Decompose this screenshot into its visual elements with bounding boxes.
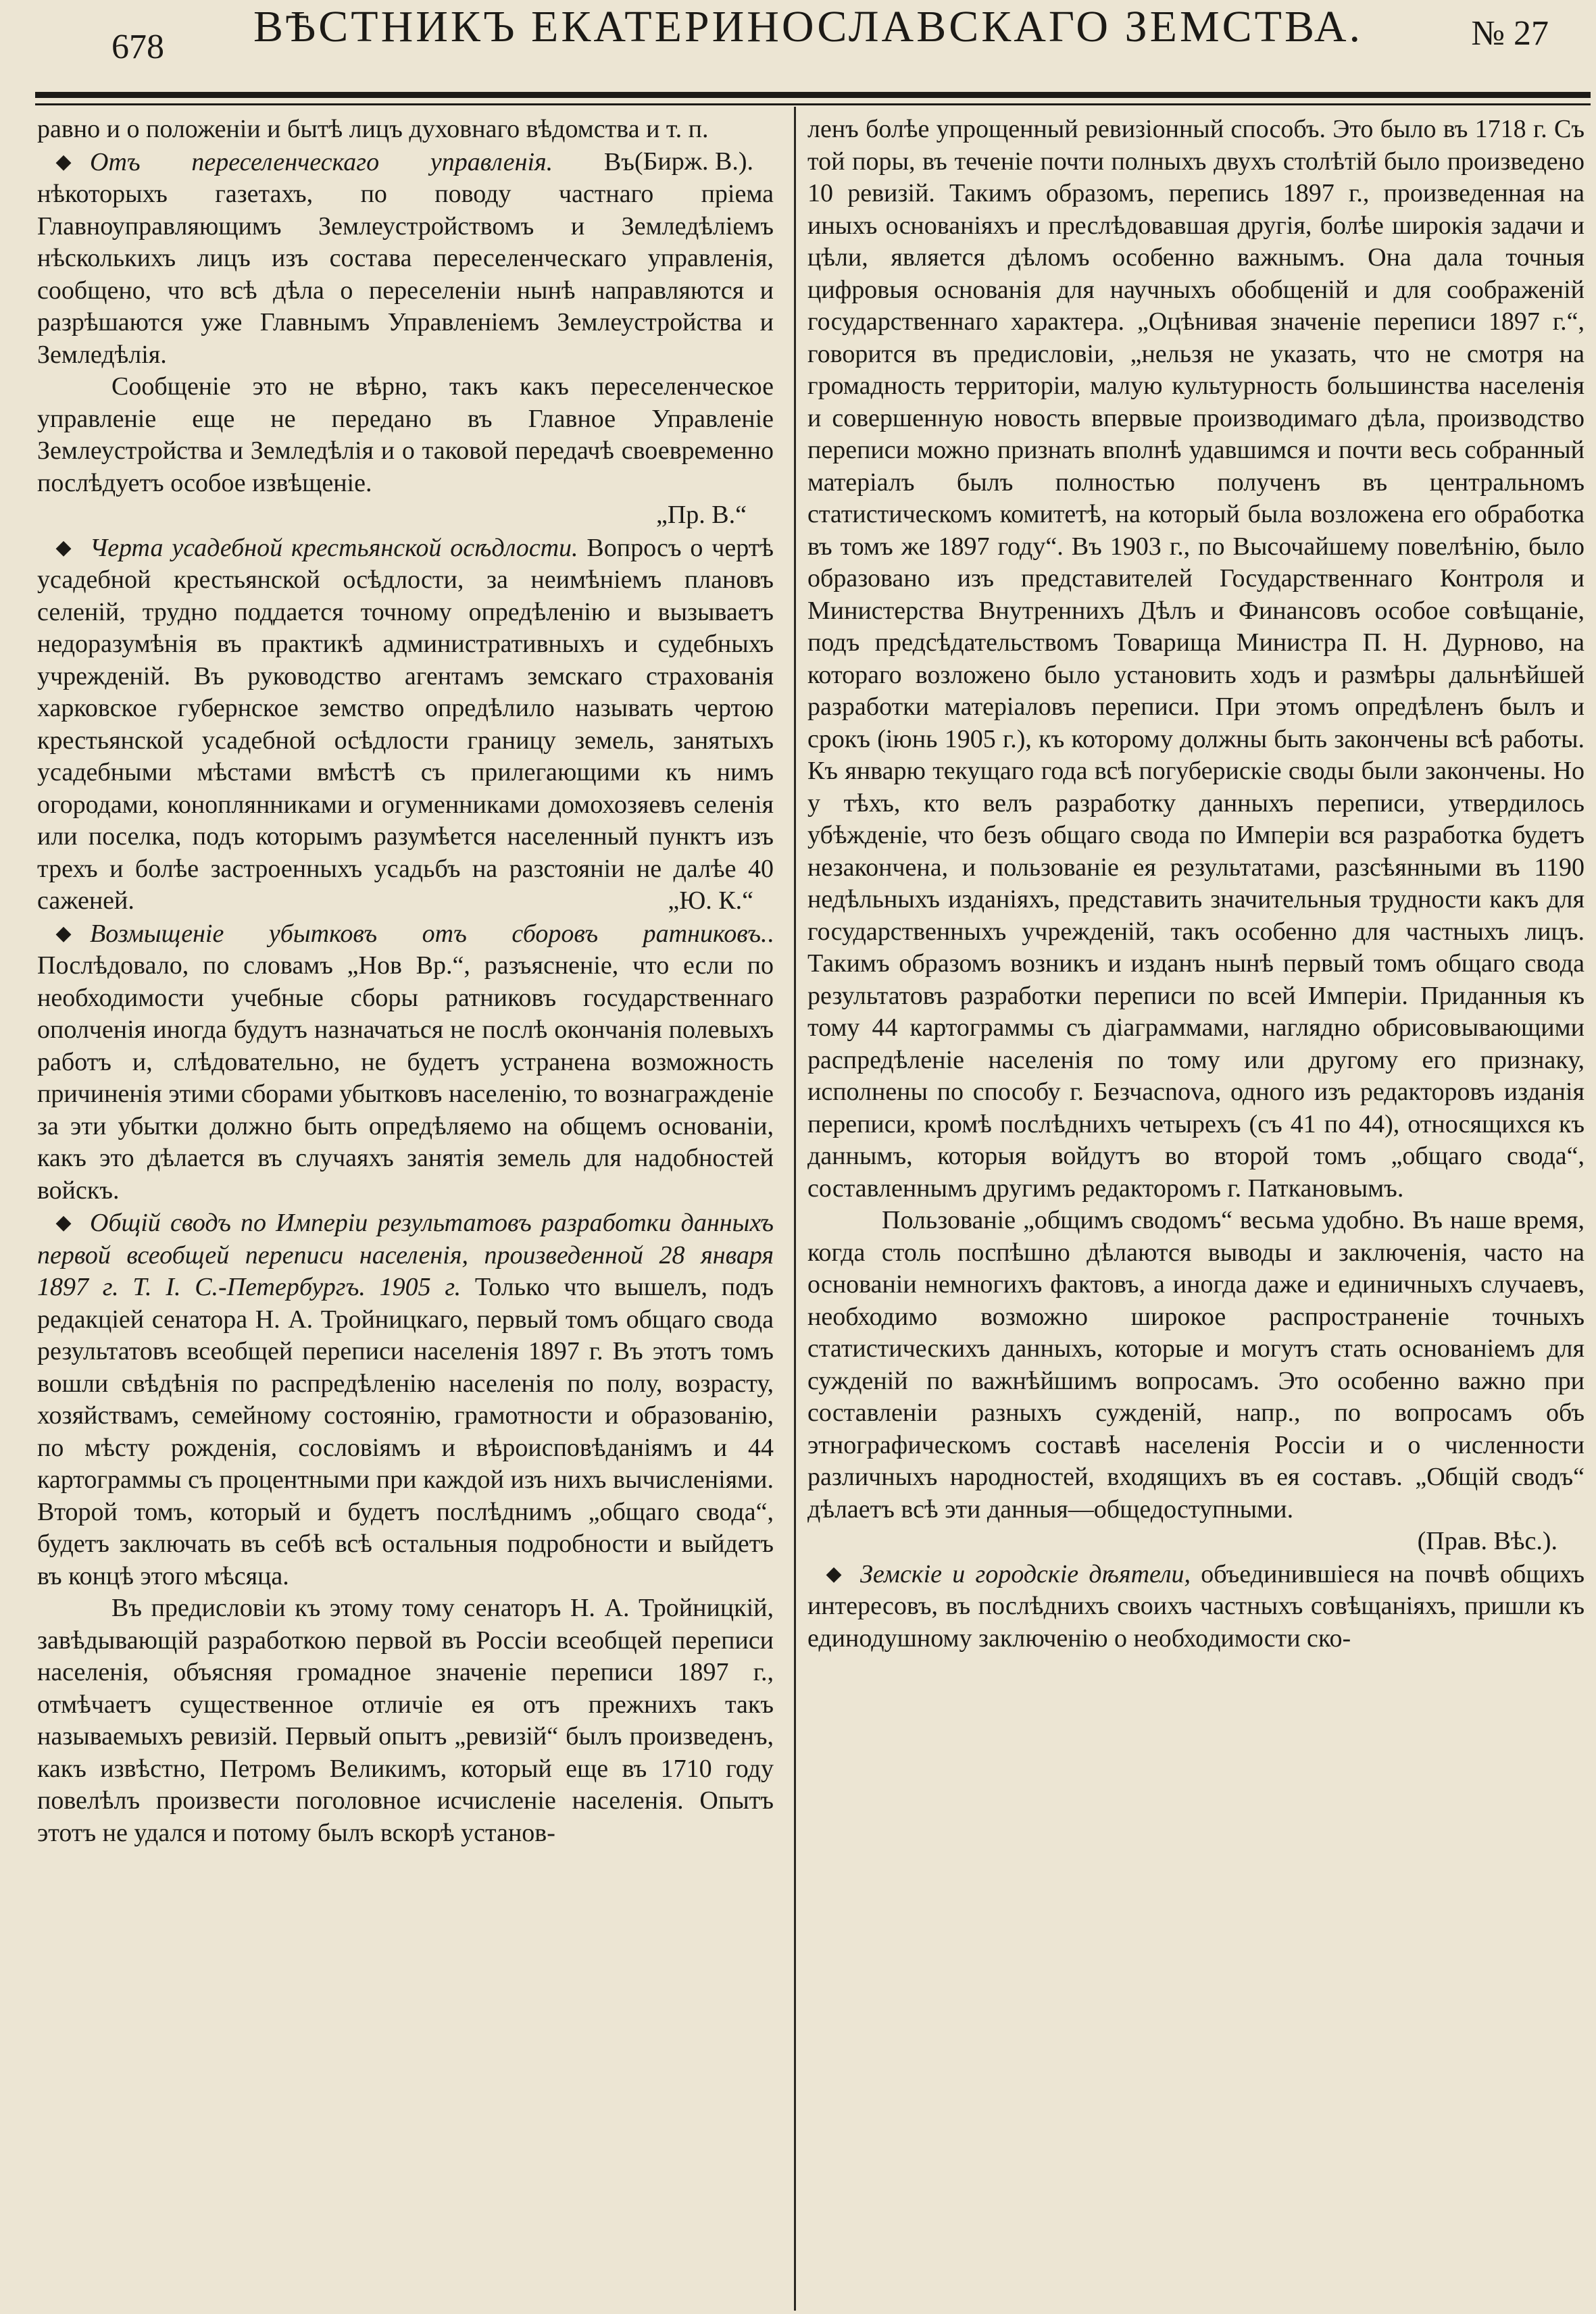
article-heading: Черта усадебной крестьянской осѣдлости.	[90, 533, 578, 562]
bullet-icon: ◆	[55, 536, 72, 559]
article-text: Пользованіе „общимъ сводомъ“ весьма удобно. Въ наше время, когда столь поспѣшно дѣлаются выводы и заключенія, часто на основаніи немногихъ фактовъ, а иногда даже и единичныхъ случаевъ, необходимо возможно широкое распространеніе точныхъ статистическихъ данныхъ, которые и могутъ стать основаніемъ для сужденій по важнѣйшимъ вопросамъ. Это особенно важно при составленіи разныхъ сужденій, напр., по вопросамъ объ этнографическомъ составѣ населенія Россіи и о численности различныхъ народностей, входящихъ въ ея составъ. „Общій сводъ“ дѣлаетъ всѣ эти данныя—общедоступными.	[807, 1206, 1585, 1524]
page-header	[37, 0, 1579, 81]
article-resettlement-cont	[37, 371, 774, 532]
article-source: (Прав. Вѣс.).	[1417, 1527, 1557, 1555]
bullet-icon: ◆	[55, 1211, 72, 1234]
article-source: „Пр. В.“	[655, 501, 747, 529]
article-census-cont	[807, 114, 1585, 1205]
article-census-usage	[807, 1205, 1585, 1558]
right-column	[807, 114, 1585, 2309]
article-text: . Послѣдовало, по словамъ „Нов Вр.“, разъясненіе, что если по необходимости учебные сборы ратниковъ государственнаго ополченія иногда будутъ назначаться не послѣ окончанія полевыхъ работъ и, слѣдовательно, не будетъ устранена возможность причиненія этими сборами убытковъ населенію, то вознагражденіе за эти убытки должно быть опредѣляемо на общемъ основаніи, какъ это дѣлается въ случаяхъ занятія земель для надобностей войскъ.	[37, 919, 774, 1205]
article-census-summary	[37, 1207, 774, 1592]
article-source: (Бирж. В.).	[634, 147, 753, 176]
header-rule-thick	[35, 92, 1591, 98]
article-heading: Отъ переселенческаго управленія.	[90, 147, 553, 176]
left-column	[37, 114, 774, 2309]
article-text: равно и о положеніи и бытѣ лицъ духовнаго вѣдомства и т. п.	[37, 115, 709, 143]
article-text: Въ предисловіи къ этому тому сенаторъ Н. А. Тройницкій, завѣдывающій разработкою первой въ Россіи всеобщей переписи населенія, объясняя громадное значеніе переписи 1897 г., отмѣчаетъ существенное отличіе ея отъ прежнихъ такъ называемыхъ ревизій. Первый опытъ „ревизій“ былъ произведенъ, какъ извѣстно, Петромъ Великимъ, который еще въ 1710 году повелѣлъ произвести поголовное исчисленіе населенія. Опытъ этотъ не удался и потому былъ вскорѣ установ-	[37, 1594, 774, 1847]
article-militia-losses	[37, 917, 774, 1207]
article-source: „Ю. К.“	[668, 886, 753, 915]
issue-number: № 27	[1471, 14, 1549, 53]
article-zemstvo-figures	[807, 1558, 1585, 1655]
article-text: Только что вышелъ, подъ редакціей сенатора Н. А. Тройницкаго, первый томъ общаго свода результатовъ всеобщей переписи населенія 1897 г. Въ этотъ томъ вошли свѣдѣнія по распредѣленію населенія по полу, возрасту, хозяйствамъ, семейному состоянію, грамотности и образованію, по мѣсту рожденія, сословіямъ и вѣроисповѣданіямъ и 44 картограммы съ процентными при каждой изъ нихъ вычисленіями. Второй томъ, который и будетъ послѣднимъ „общаго свода“, будетъ заключать въ себѣ всѣ остальныя подробности и выйдетъ въ концѣ этого мѣсяца.	[37, 1273, 774, 1590]
article-resettlement	[37, 146, 774, 372]
article-heading: Возмыщеніе убытковъ отъ сборовъ ратниковъ.	[90, 919, 768, 948]
article-text: Сообщеніе это не вѣрно, такъ какъ переселенческое управленіе еще не передано въ Главное Управленіе Землеустройства и Земледѣлія и о таковой передачѣ своевременно послѣдуетъ особое извѣщеніе.	[37, 372, 774, 497]
article-census-preface	[37, 1592, 774, 1849]
page-number: 678	[111, 28, 164, 66]
article-heading: Земскіе и городскіе дѣятели,	[860, 1559, 1191, 1588]
journal-title: ВѢСТНИКЪ ЕКАТЕРИНОСЛАВСКАГО ЗЕМСТВА.	[253, 2, 1364, 51]
column-divider	[794, 107, 796, 2311]
article-text: ленъ болѣе упрощенный ревизіонный способъ. Это было въ 1718 г. Съ той поры, въ теченіе почти полныхъ двухъ столѣтій было произведено 10 ревизій. Такимъ образомъ, перепись 1897 г., произведенная на иныхъ основаніяхъ и преслѣдовавшая другія, болѣе широкія задачи и цѣли, является дѣломъ особенно важнымъ. Она дала точныя цифровыя основанія для научныхъ обобщеній и для соображеній государственнаго характера. „Оцѣнивая значеніе переписи 1897 г.“, говорится въ предисловіи, „нельзя не указать, что не смотря на громадность территоріи, малую культурность большинства населенія и совершенную новость впервые производимаго дѣла, производство переписи можно признать вполнѣ удавшимся и почти весь собранный матеріалъ былъ полностью полученъ въ центральномъ статистическомъ комитетѣ, на который была возложена его обработка въ томъ же 1897 году“. Въ 1903 г., по Высочайшему повелѣнію, было образовано изъ представителей Государственнаго Контроля и Министерства Внутреннихъ Дѣлъ и Финансовъ особое совѣщаніе, подъ предсѣдательствомъ Товарища Министра П. Н. Дурново, на котораго возложено было установить ходъ и размѣры дальнѣйшей разработки матеріаловъ переписи. При этомъ опредѣленъ былъ и срокъ (іюнь 1905 г.), къ которому должны быть закончены всѣ работы. Къ январю текущаго года всѣ погуберискіе своды были закончены. Но у тѣхъ, кто велъ разработку данныхъ переписи, утвердилось убѣжденіе, что безъ общаго свода по Имперіи вся разработка будетъ незакончена, и пользованіе ея результатами, разсѣянными въ 1190 недѣльныхъ изданіяхъ, представить значительныя трудности какъ для государственныхъ учрежденій, такъ особенно для частныхъ лицъ. Такимъ образомъ возникъ и изданъ нынѣ первый томъ общаго свода результатовъ разработки переписи по всей Имперіи. Приданныя къ тому 44 картограммы съ діаграммами, наглядно обрисовывающими распредѣленіе населенія по тому или другому его признаку, исполнены по способу г. Безчасnova, одного изъ редакторовъ изданія переписи, кромѣ послѣднихъ четырехъ (съ 41 по 44), относящихся къ даннымъ, которыя войдутъ во второй томъ „общаго свода“, составленнымъ другимъ редакторомъ г. Паткановымъ.	[807, 115, 1585, 1203]
bullet-icon: ◆	[55, 922, 72, 945]
article-text: Вопросъ о чертѣ усадебной крестьянской осѣдлости, за неимѣніемъ плановъ селеній, трудно поддается точному опредѣленію и вызываетъ недоразумѣнія въ практикѣ административныхъ и судебныхъ учрежденій. Въ руководство агентамъ земскаго страхованія харковское губернское земство опредѣлило называть чертою крестьянской усадебной осѣдлости границу земель, занятыхъ усадебными мѣстами вмѣстѣ съ прилегающими къ нимъ огородами, коноплянниками и огуменниками домохозяевъ селенія или поселка, подъ которымъ разумѣется населенный пунктъ изъ трехъ и болѣе застроенныхъ усадьбъ на разстояніи не далѣе 40 саженей.	[37, 533, 774, 915]
bullet-icon: ◆	[55, 150, 72, 173]
bullet-icon: ◆	[826, 1562, 842, 1585]
article-heading: Общій сводъ по Имперіи результатовъ разработки данныхъ первой всеобщей переписи населенія, произведенной 28 января 1897 г. Т. I. С.-Петербургъ. 1905 г.	[37, 1209, 774, 1301]
article-text: объединившіеся на почвѣ общихъ интересовъ, въ послѣднихъ своихъ частныхъ совѣщаніяхъ, пришли къ единодушному заключенію о необходимости ско-	[807, 1559, 1585, 1653]
article-text: Въ нѣкоторыхъ газетахъ, по поводу частнаго пріема Главноуправляющимъ Землеустройствомъ и Земледѣліемъ нѣсколькихъ лицъ изъ состава переселенческаго управленія, сообщено, что всѣ дѣла о переселеніи нынѣ направляются и разрѣшаются уже Главнымъ Управленіемъ Землеустройства и Земледѣлія.	[37, 147, 774, 369]
article-peasant-settlement	[37, 532, 774, 917]
header-rule-thin	[35, 103, 1591, 105]
